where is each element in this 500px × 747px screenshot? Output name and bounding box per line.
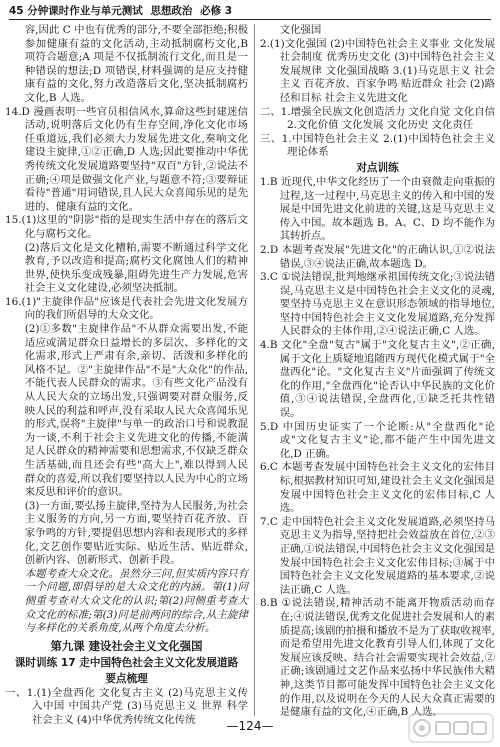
section-heading-practice: 对点训练 xyxy=(356,161,399,174)
answer-item: 3.C ①说法错误,批判地继承祖国传统文化;③说法错误,马克思主义是中国特色社会主义文化的灵魂,要坚持马克思主义在意识形态领域的指导地位,坚持中国特色社会主义文化发展道路,充分发挥人民群众的主体作用,②④说法正确,C 人选。 xyxy=(260,271,495,338)
answer-item: 1.B 近现代,中华文化经历了一个由衰微走向重振的过程,这一过程中,马克思主义的传入和中国的发展是中国先进文化前进的关键,这是马克思主义传入中国。故本题选 B。A、C、D 均不能作为其转折点。 xyxy=(260,175,495,243)
analysis-note: 本题考查大众文化。虽然分三问,但实质内容只有一个问题,即倡导的是大众文化的内涵。第(1)问侧重考查对大众文化的认识;第(2)问侧重考查大众文化的标准;第(3)问是前两问的综合,从主旋律与多样化的关系角度,从两个角度去分析。 xyxy=(24,567,248,635)
header-subject: 思想政治 xyxy=(150,5,193,17)
answer-16-part-2: (2)①多数"主旋律作品"不从群众需要出发,不能适应或满足群众日益增长的多层次、多样化的文化需求,形式上严肃有余,亲切、活泼和多样化的风格不足。②"主旋律作品"不是"大众化"的作品,不能代表人民群众的需求。③有些文化产品没有从人民大众的立场出发,只强调要对群众服务,反映人民的利益和呼声,没有采取人民大众喜闻乐见的形式,误将"主旋律"与单一的政治口号和说教混为一谈,不利于社会主义先进文化的传播,不能满足人民群众的精神需要和思想需求,不仅缺乏群众生活基础,而且还会有些"高大上",难以得到人民群众的喜爱,所以我们要坚持以人民为中心的立场来反思和评价的意识。 xyxy=(24,323,248,499)
column-divider xyxy=(254,24,255,716)
answer-item: 5.D 中国历史证实了一个论断:从"全盘西化"论或"文化复古主义"论,都不能产生中国先进文化,D 正确。 xyxy=(260,420,495,460)
lesson-title: 课时训练 17 走中国特色社会主义文化发展道路 xyxy=(14,656,239,669)
answer-16-part-1: 16.(1)"主旋律作品"应该是代表社会先进文化发展方向的我们所倡导的大众文化。 xyxy=(5,295,248,322)
answer-item: 7.C 走中国特色社会主义文化发展道路,必须坚持马克思主义为指导,坚持把社会效益放在首位,②③正确,①说法错误,中国特色社会主义文化强国是发展中国特色社会主义文化宏伟目标;③属于中国特色社会主义文化发展道路的基本要求,②说法正确,C 人选。 xyxy=(260,515,495,596)
header-volume: 必修 3 xyxy=(200,5,233,17)
key-points-item-4: 三、1.中国特色社会主义 2.(1)中国特色社会主义理论体系 xyxy=(260,132,495,159)
chapter-title: 第九课 建设社会主义文化强国 xyxy=(50,638,203,653)
answer-14: 14.D 漫画表明一些官员相信风水,算命这些封建迷信活动,说明落后文化仍有生存空间,净化文化市场任重道远,我们必须大力发展先进文化,奏响文化建设主旋律,①②正确,D 人选;因此要推动中华优秀传统文化发展道路要坚持"双百"方针,②说法不正确;④项是做强文化产业,与题意不符;③要辩证看待"普通"用词错误,且人民大众喜闻乐见的是先进的、健康有益的文化。 xyxy=(5,105,248,213)
paragraph-continued: 容,因此 C 中也有优秀的部分,不要全部拒绝;积极参加健康有益的文化活动,主动抵制腐朽文化,B 项符合题意;A 项是不仅抵制流行文化,而且是一种错误的想法;D 项错误,材料强调的是应支持健康有益的文化,努力改造落后文化,坚决抵制腐朽文化,B 人选。 xyxy=(24,24,248,104)
running-header xyxy=(9,4,491,20)
page-number: —124— xyxy=(226,719,274,733)
key-points-item-2: 2.(1)文化强国 (2)中国特色社会主义事业 文化发展 社会制度 优秀历史文化 (3)中国特色社会主义发展规律 文化强国战略 3.(1)马克思主义 社会主义 百花齐放、百家争鸣 贴近群众 社会 (2)路径和目标 社会主义先进文化 xyxy=(260,37,495,104)
answer-15-part-2: (2)落后文化是文化糟粕,需要不断通过科学文化教育,予以改造和提高;腐朽文化腐蚀人们的精神世界,使快乐变成残暴,阻碍先进生产力发展,危害社会主义文化建设,必须坚决抵制。 xyxy=(24,241,248,295)
watermark-logo xyxy=(408,713,494,743)
answer-item: 8.B ①说法错误,精神活动不能离开物质活动而存在;④说法错误,优秀文化促进社会发展和人的素质提高;该剧的拍摄和播放不是为了获取收视率,而是希望用先进文化教育引导人们,体现了文化发展应该反映、结合社会需要实现社会效益,②正确;该剧通过文艺作品来弘扬中华民族伟大精神,这类节目都可能发挥中国特色社会主义文化的作用,以及说明在今天的人民大众真正需要的是健康有益的文化,④正确,B 人选。 xyxy=(260,597,495,719)
answer-item: 4.B 文化"全盘"复古"属于"文化复古主义",②正确,属于文化上质疑地追随西方现代化模式属于"全盘西化"论。"文化复古主义"片面强调了传统文化的作用,"全盘西化"论否认中华民族的文化价值,③④说法错误,全盘西化,①缺乏托共性错误。 xyxy=(260,339,495,420)
answer-16-part-3: (3)一方面,要弘扬主旋律,坚持为人民服务,为社会主义服务的方向,另一方面,要坚持百花齐放、百家争鸣的方针,要提倡思想内容和表现形式的多样化,文艺创作要贴近实际、贴近生活、贴近群众,创新内容、创新形式、创新手段。 xyxy=(24,499,248,567)
answer-15-part-1: 15.(1)这里的"阴影"指的是现实生活中存在的落后文化与腐朽文化。 xyxy=(5,214,248,240)
key-points-item-1: 一、1.(1)全盘西化 文化复古主义 (2)马克思主义传入中国 中国共产党 (3)马克思主义 世界 科学 社会主义 (4)中华优秀传统文化传统 xyxy=(5,686,248,726)
header-series: 45 分钟课时作业与单元测试 xyxy=(9,5,143,17)
left-column xyxy=(5,24,248,728)
key-points-continued: 文化强国 xyxy=(279,24,322,36)
key-points-item-3: 二、1.增强全民族文化创造活力 文化自觉 文化自信 2.文化价值 文化发展 文化历史 文化责任 xyxy=(260,105,495,132)
page-number-value: 124 xyxy=(238,719,262,733)
answer-item: 2.D 本题考查发展"先进文化"的正确认识,①②说法错误,③④说法正确,故本题选 D。 xyxy=(260,243,495,270)
section-heading-key-points: 要点梳理 xyxy=(105,672,148,685)
answer-item: 6.C 本题考查发展中国特色社会主义文化的宏伟目标,根据教材知识可知,建设社会主义文化强国是发展中国特色社会主义文化的宏伟目标,C 人选。 xyxy=(260,461,495,515)
right-column xyxy=(260,24,495,720)
